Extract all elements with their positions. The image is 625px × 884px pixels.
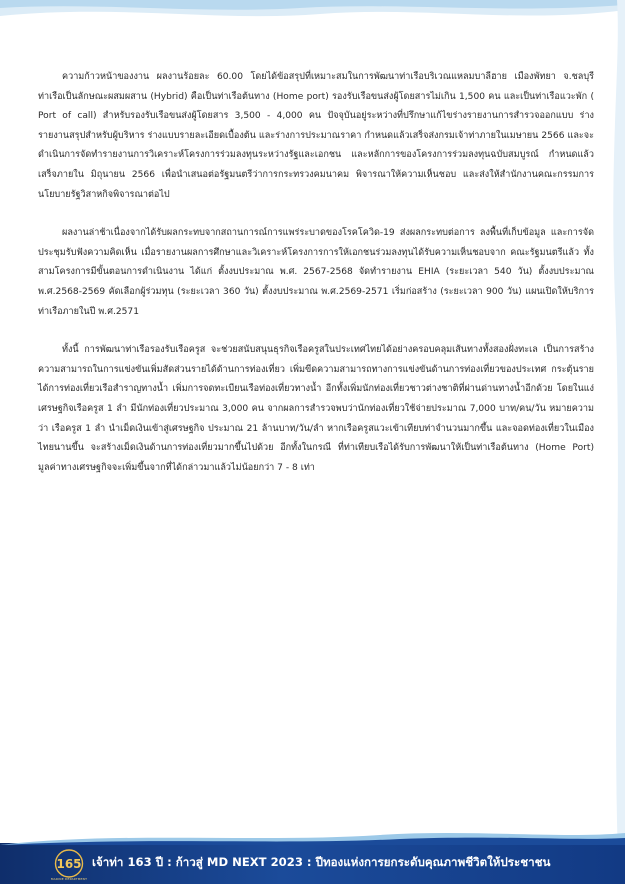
footer-slogan: เจ้าท่า 163 ปี : ก้าวสู่ MD NEXT 2023 : ปีทองแห่งการยกระดับคุณภาพชีวิตให้ประชาชน <box>92 855 551 869</box>
paragraph-delay: ผลงานล่าช้าเนื่องจากได้รับผลกระทบจากสถานการณ์การแพร่ระบาดของโรคโควิด-19 ส่งผลกระทบต่อการ ลงพื้นที่เก็บข้อมูล และการจัดประชุมรับฟังความคิดเห็น เมื่อรายงานผลการศึกษาและวิเคราะห์โครงการการให้เอกชนร่วมลงทุนได้รับความเห็นชอบจาก คณะรัฐมนตรีแล้ว ทั้งสามโครงการมีขั้นตอนการดำเนินงาน ได้แก่ ตั้งงบประมาณ พ.ศ. 2567-2568 จัดทำรายงาน EHIA (ระยะเวลา 540 วัน) ตั้งงบประมาณ พ.ศ.2568-2569 คัดเลือกผู้ร่วมทุน (ระยะเวลา 360 วัน) ตั้งงบประมาณ พ.ศ.2569-2571 เริ่มก่อสร้าง (ระยะเวลา 900 วัน) แผนเปิดให้บริการท่าเรือภายในปี พ.ศ.2571 <box>38 228 594 317</box>
logo-caption: MARINE DEPARTMENT <box>50 877 88 881</box>
top-wave-decoration <box>0 0 625 40</box>
paragraph-benefits: ทั้งนี้ การพัฒนาท่าเรือรองรับเรือครูส จะช่วยสนับสนุนธุรกิจเรือครูสในประเทศไทยได้อย่างครอบคลุมเส้นทางทั้งสองฝั่งทะเล เป็นการสร้างความสามารถในการแข่งขันเพิ่มสัดส่วนรายได้ด้านการท่องเที่ยว เพิ่มขีดความสามารถทางการแข่งขันด้านการท่องเที่ยวของประเทศ กระตุ้นรายได้การท่องเที่ยวเรือสำราญทางน้ำ เพิ่มการจดทะเบียนเรือท่องเที่ยวทางน้ำ อีกทั้งเพิ่มนักท่องเที่ยวชาวต่างชาติที่ผ่านด่านทางน้ำอีกด้วย โดยในแง่เศรษฐกิจเรือครูส 1 ลำ มีนักท่องเที่ยวประมาณ 3,000 คน จากผลการสำรวจพบว่านักท่องเที่ยวใช้จ่ายประมาณ 7,000 บาท/คน/วัน หมายความว่า เรือครูส 1 ลำ นำเม็ดเงินเข้าสู่เศรษฐกิจ ประมาณ 21 ล้านบาท/วัน/ลำ หากเรือครูสแวะเข้าเทียบท่าจำนวนมากขึ้น และจอดท่องเที่ยวในเมืองไทยนานขึ้น จะสร้างเม็ดเงินด้านการท่องเที่ยวมากขึ้นไปด้วย อีกทั้งในกรณี ที่ท่าเทียบเรือได้รับการพัฒนาให้เป็นท่าเรือต้นทาง (Home Port) มูลค่าทางเศรษฐกิจจะเพิ่มขึ้นจากที่ได้กล่าวมาแล้วไม่น้อยกว่า 7 - 8 เท่า <box>38 345 594 473</box>
anniversary-logo-icon <box>54 849 84 878</box>
footer-banner <box>0 843 625 884</box>
svg-text:165: 165 <box>56 857 82 871</box>
footer-wave-decoration <box>0 829 625 845</box>
paragraph-progress: ความก้าวหน้าของงาน ผลงานร้อยละ 60.00 โดยได้ข้อสรุปที่เหมาะสมในการพัฒนาท่าเรือบริเวณแหลมบาลีฮาย เมืองพัทยา จ.ชลบุรี ท่าเรือเป็นลักษณะผสมผสาน (Hybrid) คือเป็นท่าเรือต้นทาง (Home port) รองรับเรือขนส่งผู้โดยสารไม่เกิน 1,500 คน และเป็นท่าเรือแวะพัก ( Port of call) สำหรับรองรับเรือขนส่งผู้โดยสาร 3,500 - 4,000 คน ปัจจุบันอยู่ระหว่างที่ปรึกษาแก้ไขร่างรายงานการสำรวจออกแบบ ร่างรายงานสรุปสำหรับผู้บริหาร ร่างแบบรายละเอียดเบื้องต้น และร่างการประมาณราคา กำหนดแล้วเสร็จส่งกรมเจ้าท่าภายในเมษายน 2566 และจะดำเนินการจัดทำรายงานการวิเคราะห์โครงการร่วมลงทุนระหว่างรัฐและเอกชน และหลักการของโครงการร่วมลงทุนฉบับสมบูรณ์ กำหนดแล้วเสร็จภายใน มิถุนายน 2566 เพื่อนำเสนอต่อรัฐมนตรีว่าการกระทรวงคมนาคม พิจารณาให้ความเห็นชอบ และส่งให้สำนักงานคณะกรรมการนโยบายรัฐวิสาหกิจพิจารณาต่อไป <box>38 72 594 200</box>
document-body <box>38 68 594 497</box>
